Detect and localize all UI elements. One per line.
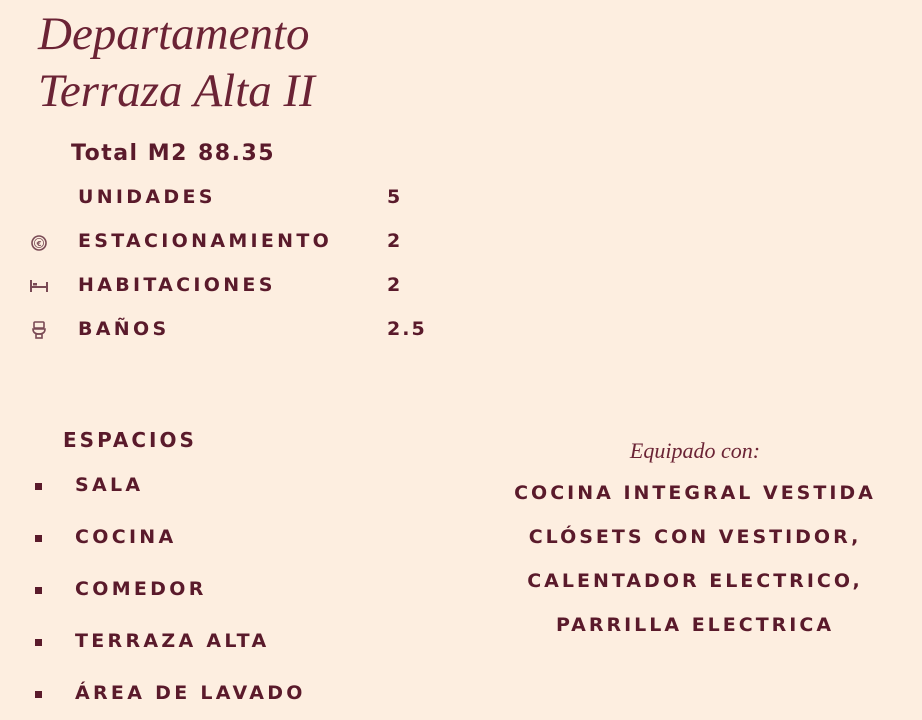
list-item-label: ÁREA DE LAVADO xyxy=(75,682,306,704)
toilet-icon xyxy=(28,320,50,342)
stat-estacionamiento xyxy=(0,228,500,258)
bullet-square-icon xyxy=(35,639,42,646)
total-area-label: Total M2 xyxy=(71,141,188,166)
list-item xyxy=(0,576,420,606)
espacios-heading: ESPACIOS xyxy=(63,428,197,452)
equipado-line: PARRILLA ELECTRICA xyxy=(555,614,835,636)
equipado-line: CLÓSETS CON VESTIDOR, xyxy=(528,526,862,548)
stat-value: 2.5 xyxy=(387,318,427,340)
svg-text:€: € xyxy=(36,240,42,248)
stat-value: 2 xyxy=(387,230,403,252)
list-item-label: SALA xyxy=(75,474,144,496)
total-area xyxy=(71,141,275,166)
stat-banos xyxy=(0,316,500,346)
parking-coin-icon xyxy=(28,232,50,254)
bullet-square-icon xyxy=(35,483,42,490)
bed-icon xyxy=(28,276,50,298)
list-item xyxy=(0,628,420,658)
bullet-square-icon xyxy=(35,691,42,698)
list-item-label: TERRAZA ALTA xyxy=(75,630,270,652)
stat-label: HABITACIONES xyxy=(78,274,276,296)
list-item-label: COCINA xyxy=(75,526,177,548)
stat-value: 2 xyxy=(387,274,403,296)
stat-unidades xyxy=(0,184,500,214)
total-area-value: 88.35 xyxy=(197,141,276,166)
equipado-line: CALENTADOR ELECTRICO, xyxy=(527,570,863,592)
bullet-square-icon xyxy=(35,535,42,542)
list-item xyxy=(0,472,420,502)
equipado-heading: Equipado con: xyxy=(629,438,761,463)
list-item xyxy=(0,524,420,554)
stat-habitaciones xyxy=(0,272,500,302)
list-item xyxy=(0,680,420,710)
stat-value: 5 xyxy=(387,186,403,208)
title-line-2: Terraza Alta II xyxy=(38,65,315,117)
title-line-1: Departamento xyxy=(38,8,310,60)
equipado-line: COCINA INTEGRAL VESTIDA xyxy=(514,482,876,504)
stat-label: BAÑOS xyxy=(78,318,170,340)
list-item-label: COMEDOR xyxy=(75,578,207,600)
stat-label: UNIDADES xyxy=(78,186,216,208)
stat-label: ESTACIONAMIENTO xyxy=(78,230,333,252)
bullet-square-icon xyxy=(35,587,42,594)
